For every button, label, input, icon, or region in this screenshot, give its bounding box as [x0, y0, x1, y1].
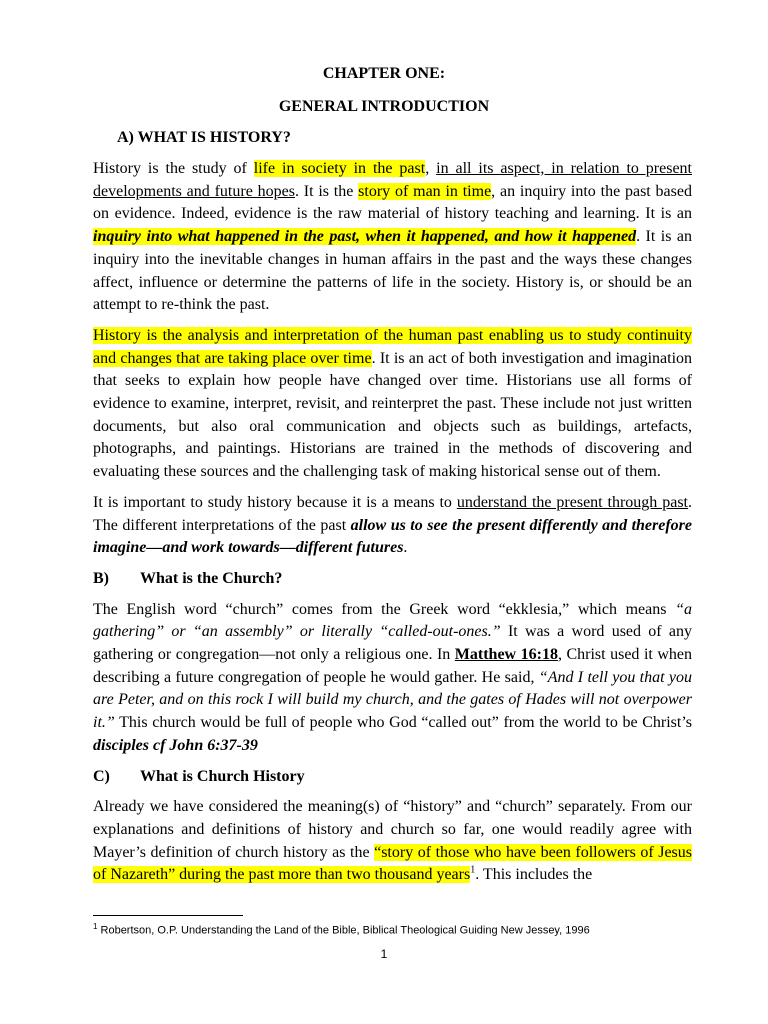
paragraph-why-study-history: [93, 492, 692, 560]
highlighted-text: story of man in time: [358, 182, 492, 200]
section-letter: C): [93, 767, 110, 785]
text-run: Already we have considered the meaning(s) of “history” and “church” separately. From our explanations and definitions of history and church so far, one would readily agree with Mayer’s definition of church history as the: [93, 798, 692, 861]
text-run: . This includes the: [475, 866, 593, 884]
section-b-heading: [93, 568, 692, 591]
paragraph-church-history: [93, 796, 692, 887]
highlighted-text: History is the analysis and interpretation of the human past enabling us to study continuity and changes that are taking place over time: [93, 326, 692, 367]
footnote-reference[interactable]: 1: [470, 865, 476, 877]
bold-italic-text: allow us to see the present differently and therefore imagine—and work towards—different futures: [93, 516, 692, 557]
text-run: History is the study of: [93, 160, 254, 177]
paragraph-history-definition: [93, 158, 692, 317]
chapter-title: GENERAL INTRODUCTION: [278, 98, 490, 115]
highlighted-text: life in society in the past: [253, 160, 426, 177]
text-run: . It is an act of both investigation and imagination that seeks to explain how people have changed over time. Historians use all forms of evidence to examine, interpret, revisit, and reinterpret the past. These include not just written documents, but also oral communication and objects such as buildings, artefacts, photographs, and paintings. Historians are trained in the methods of discovering and evaluating these sources and the challenging task of making historical sense out of them.: [93, 349, 693, 481]
section-label: What is the Church?: [140, 569, 283, 587]
text-run: , Christ used it when describing a future congregation of people he would gather. He said,: [93, 646, 692, 686]
underlined-text: in all its aspect, in relation to present developments and future hopes: [93, 160, 693, 200]
highlighted-text: “story of those who have been followers of Jesus of Nazareth” during the past more than two thousand years: [93, 843, 692, 884]
section-label: What is Church History: [140, 767, 305, 785]
text-run: .: [403, 539, 408, 557]
footnote-separator: [93, 915, 243, 916]
paragraph-church-definition: [93, 599, 692, 758]
scripture-reference: Matthew 16:18: [454, 646, 558, 664]
paragraph-history-analysis: [93, 325, 692, 484]
highlighted-bold-italic-text: inquiry into what happened in the past, when it happened, and how it happened: [93, 228, 637, 246]
section-letter: B): [93, 569, 109, 587]
text-run: . It is the: [294, 182, 359, 200]
text-run: The English word “church” comes from the Greek word “ekklesia,” which means: [93, 600, 676, 618]
chapter-heading: CHAPTER ONE:: [322, 65, 446, 82]
section-c-heading: [93, 766, 692, 789]
section-a-heading: A) WHAT IS HISTORY?: [117, 129, 291, 146]
text-run: It is important to study history because it is a means to: [93, 493, 457, 511]
footnote-text: Robertson, O.P. Understanding the Land of the Bible, Biblical Theological Guiding New Jessey, 1996: [97, 924, 590, 937]
italic-quote: “And I tell you that you are Peter, and on this rock I will build my church, and the gates of Hades will not overpower it.”: [93, 668, 693, 732]
bold-italic-text: disciples cf John 6:37-39: [93, 736, 258, 754]
text-run: . It is an inquiry into the inevitable changes in human affairs in the past and the ways these changes affect, influence or determine the patterns of life in the society. History is, or should be an attempt to re-think the past.: [93, 228, 693, 314]
text-run: ,: [425, 160, 437, 177]
text-run: . The different interpretations of the past: [93, 493, 692, 534]
italic-text: “a gathering” or “an assembly” or literally “called-out-ones.”: [93, 600, 692, 641]
page-number: 1: [380, 947, 388, 961]
text-run: , an inquiry into the past based on evidence. Indeed, evidence is the raw material of history teaching and learning. It is an: [93, 182, 692, 223]
document-body: [93, 158, 692, 895]
underlined-text: understand the present through past: [456, 493, 688, 511]
footnote-number: 1: [93, 922, 98, 931]
footnote: [93, 920, 590, 938]
text-run: This church would be full of people who God “called out” from the world to be Christ’s: [114, 714, 692, 732]
text-run: It was a word used of any gathering or congregation—not only a religious one. In: [93, 623, 693, 664]
